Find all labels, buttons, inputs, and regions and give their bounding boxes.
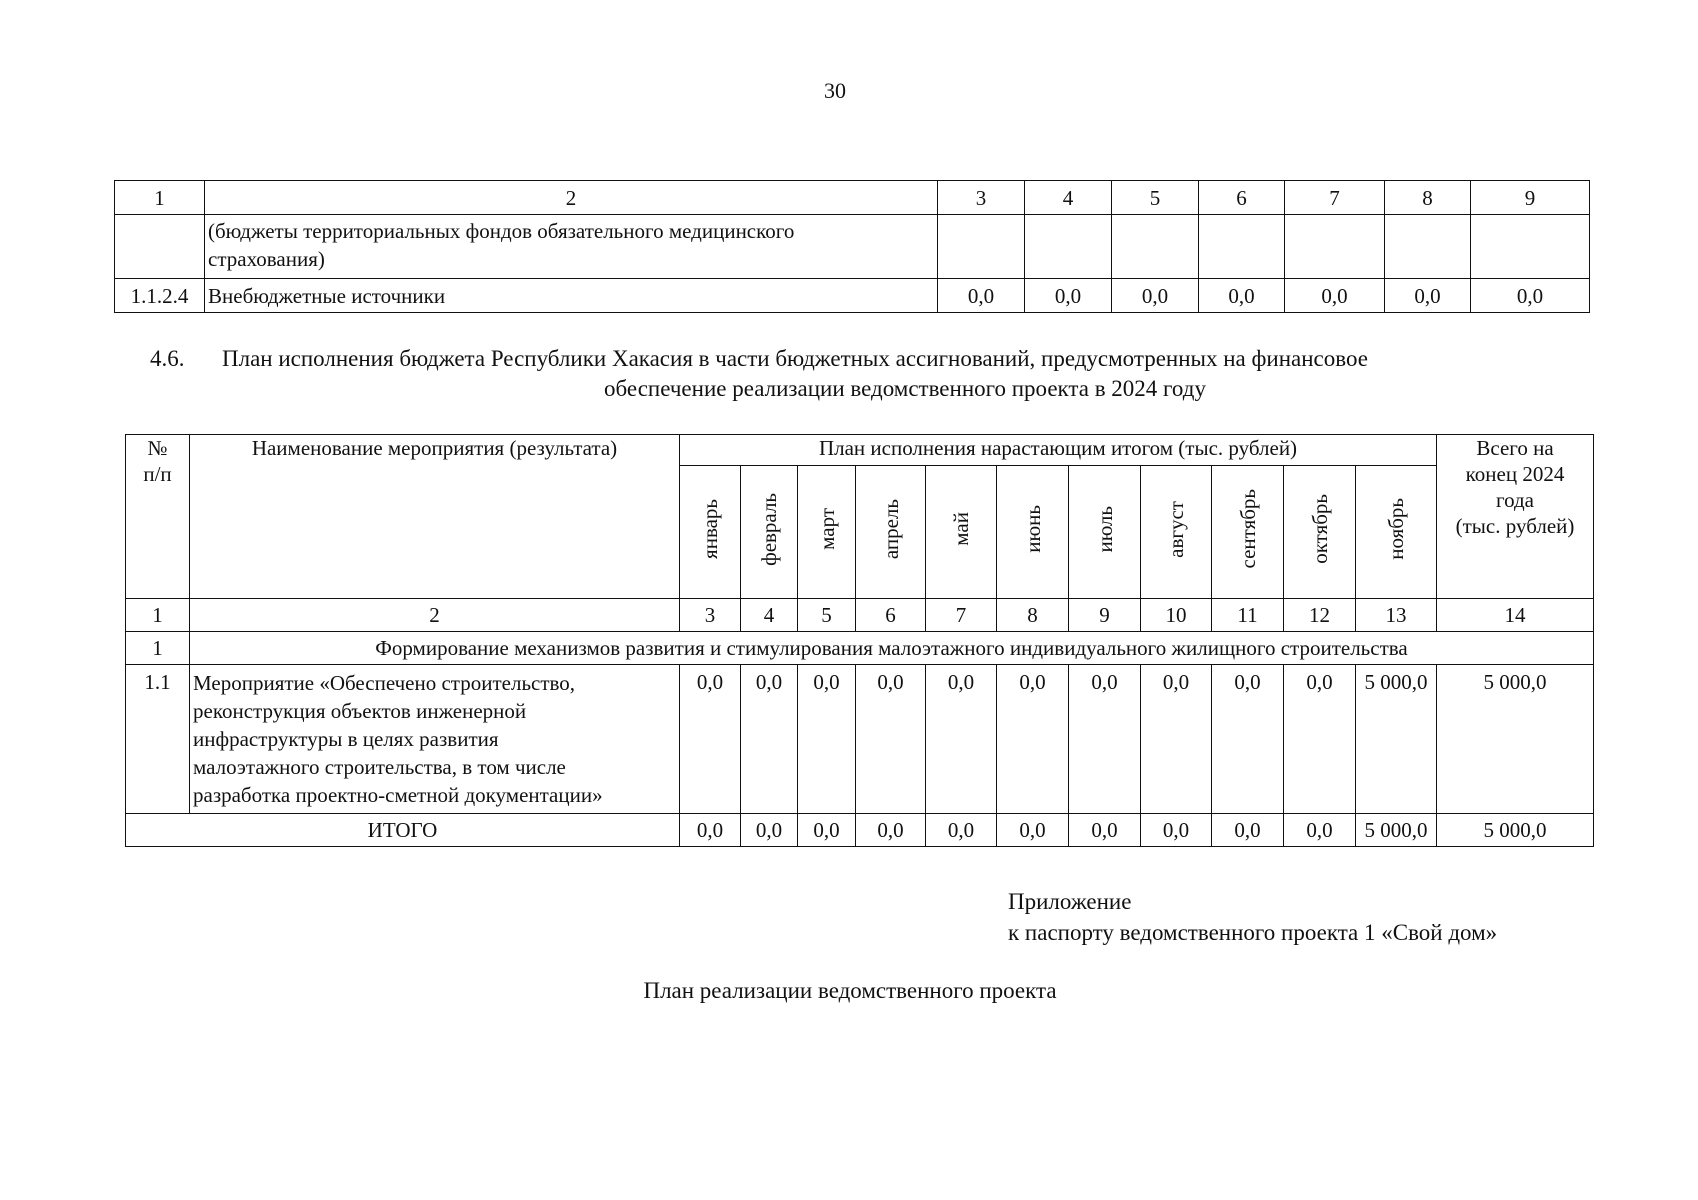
column-number: 9: [1069, 599, 1141, 632]
value-cell: 0,0: [1212, 665, 1284, 814]
value-cell: 0,0: [1141, 665, 1212, 814]
value-cell: 0,0: [798, 665, 856, 814]
col-num-label: п/п: [143, 462, 172, 486]
value-cell: [1112, 215, 1199, 279]
col-num-header: [126, 435, 190, 599]
column-number: 5: [798, 599, 856, 632]
month-header: [926, 466, 997, 599]
header-cell: 3: [938, 181, 1025, 215]
month-header: [1069, 466, 1141, 599]
value-cell: 0,0: [1212, 814, 1284, 847]
month-label: октябрь: [1307, 494, 1332, 564]
row-name-line: (бюджеты территориальных фондов обязательного медицинского: [208, 219, 795, 243]
row-name-line: реконструкция объектов инженерной: [193, 699, 527, 723]
value-cell: 0,0: [1199, 279, 1285, 313]
column-number: 12: [1284, 599, 1356, 632]
column-number: 11: [1212, 599, 1284, 632]
header-cell: 2: [205, 181, 938, 215]
total-header-line: конец 2024: [1465, 462, 1565, 486]
value-cell: 0,0: [741, 665, 798, 814]
column-numbers-row: [126, 599, 1594, 632]
month-label: январь: [698, 499, 722, 559]
value-cell: 0,0: [926, 814, 997, 847]
header-cell: 4: [1025, 181, 1112, 215]
budget-sources-table: [114, 180, 1590, 313]
month-label: февраль: [757, 492, 781, 566]
value-cell: [1471, 215, 1590, 279]
value-cell: 0,0: [926, 665, 997, 814]
month-label: март: [814, 508, 839, 550]
month-header: [1284, 466, 1356, 599]
table-row: [115, 215, 1590, 279]
value-cell: 0,0: [856, 665, 926, 814]
column-number: 6: [856, 599, 926, 632]
value-cell: [1199, 215, 1285, 279]
table-row: [126, 665, 1594, 814]
month-label: июль: [1092, 505, 1117, 553]
row-number: [115, 215, 205, 279]
column-number: 7: [926, 599, 997, 632]
row-name-line: разработка проектно-сметной документации»: [193, 783, 603, 807]
section-title-line2: обеспечение реализации ведомственного проекта в 2024 году: [604, 376, 1206, 401]
table-header-row: [115, 181, 1590, 215]
month-header: [856, 466, 926, 599]
month-header: [798, 466, 856, 599]
row-name: [205, 215, 938, 279]
column-number: 14: [1437, 599, 1594, 632]
column-number: 8: [997, 599, 1069, 632]
section-number: 4.6.: [150, 346, 185, 371]
column-number: 10: [1141, 599, 1212, 632]
total-header: [1437, 435, 1594, 599]
appendix-line: Приложение: [1008, 889, 1132, 914]
month-header: [1141, 466, 1212, 599]
section-row-title: Формирование механизмов развития и стимулирования малоэтажного индивидуального жилищного строительства: [190, 632, 1594, 665]
row-number: 1: [126, 632, 190, 665]
value-cell: [1385, 215, 1471, 279]
total-label: ИТОГО: [126, 814, 680, 847]
month-label: август: [1164, 500, 1188, 558]
month-label: апрель: [878, 498, 903, 560]
value-cell: 0,0: [1471, 279, 1590, 313]
value-cell: 0,0: [997, 665, 1069, 814]
value-cell: 0,0: [1285, 279, 1385, 313]
value-cell: 0,0: [856, 814, 926, 847]
value-cell: 0,0: [1069, 814, 1141, 847]
table-header-row: [126, 435, 1594, 466]
value-cell: 0,0: [1112, 279, 1199, 313]
total-header-line: года: [1496, 488, 1535, 512]
row-name-line: инфраструктуры в целях развития: [193, 727, 499, 751]
column-number: 1: [126, 599, 190, 632]
month-label: май: [949, 512, 973, 546]
row-name-line: страхования): [208, 247, 325, 271]
column-number: 4: [741, 599, 798, 632]
section-row: [126, 632, 1594, 665]
value-cell: 0,0: [741, 814, 798, 847]
value-cell: 0,0: [1069, 665, 1141, 814]
month-label: ноябрь: [1384, 498, 1408, 560]
row-name-line: малоэтажного строительства, в том числе: [193, 755, 566, 779]
plan-header: План исполнения нарастающим итогом (тыс. рублей): [680, 435, 1437, 466]
col-name-header: Наименование мероприятия (результата): [190, 435, 680, 599]
header-cell: 6: [1199, 181, 1285, 215]
value-cell: 0,0: [997, 814, 1069, 847]
appendix-note: [1008, 886, 1497, 948]
total-cell: 5 000,0: [1437, 814, 1594, 847]
value-cell: 0,0: [680, 665, 741, 814]
column-number: 3: [680, 599, 741, 632]
month-label: июнь: [1020, 505, 1045, 553]
appendix-line: к паспорту ведомственного проекта 1 «Свой дом»: [1008, 920, 1498, 945]
value-cell: 0,0: [1025, 279, 1112, 313]
value-cell: 0,0: [680, 814, 741, 847]
value-cell: 5 000,0: [1356, 665, 1437, 814]
total-header-line: (тыс. рублей): [1455, 514, 1575, 538]
row-name-line: Мероприятие «Обеспечено строительство,: [193, 671, 576, 695]
header-cell: 5: [1112, 181, 1199, 215]
header-cell: 8: [1385, 181, 1471, 215]
value-cell: [1285, 215, 1385, 279]
month-header: [1212, 466, 1284, 599]
row-name: Внебюджетные источники: [205, 279, 938, 313]
header-cell: 1: [115, 181, 205, 215]
page-number: 30: [824, 78, 846, 103]
section-title-line1: План исполнения бюджета Республики Хакасия в части бюджетных ассигнований, предусмотренных на финансовое: [222, 346, 1368, 371]
value-cell: 0,0: [1284, 814, 1356, 847]
column-number: 13: [1356, 599, 1437, 632]
row-name: [190, 665, 680, 814]
table-row: [115, 279, 1590, 313]
total-header-line: Всего на: [1476, 436, 1554, 460]
total-cell: 5 000,0: [1437, 665, 1594, 814]
column-number: 2: [190, 599, 680, 632]
row-number: 1.1.2.4: [115, 279, 205, 313]
value-cell: 0,0: [938, 279, 1025, 313]
month-header: [741, 466, 798, 599]
month-header: [680, 466, 741, 599]
month-header: [997, 466, 1069, 599]
header-cell: 9: [1471, 181, 1590, 215]
value-cell: 0,0: [1141, 814, 1212, 847]
row-number: 1.1: [126, 665, 190, 814]
value-cell: [1025, 215, 1112, 279]
value-cell: [938, 215, 1025, 279]
total-row: [126, 814, 1594, 847]
value-cell: 5 000,0: [1356, 814, 1437, 847]
value-cell: 0,0: [1284, 665, 1356, 814]
budget-execution-plan-table: [125, 434, 1594, 847]
month-label: сентябрь: [1235, 489, 1260, 569]
plan-title: План реализации ведомственного проекта: [643, 978, 1057, 1003]
value-cell: 0,0: [798, 814, 856, 847]
header-cell: 7: [1285, 181, 1385, 215]
value-cell: 0,0: [1385, 279, 1471, 313]
month-header: [1356, 466, 1437, 599]
col-num-label: №: [147, 436, 168, 460]
